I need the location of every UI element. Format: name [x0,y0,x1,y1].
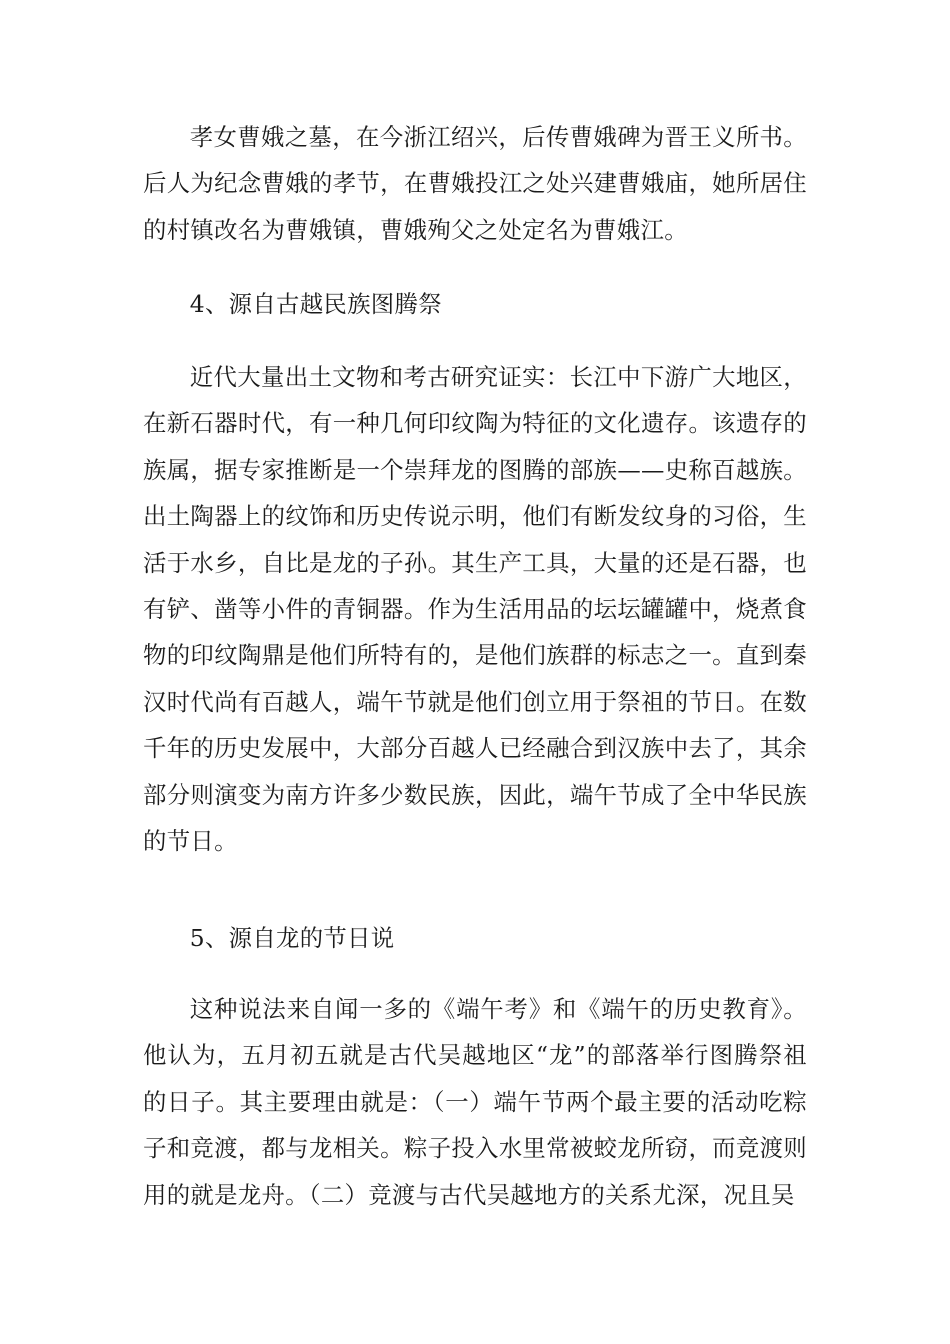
paragraph-dragon-festival: 这种说法来自闻一多的《端午考》和《端午的历史教育》。他认为，五月初五就是古代吴越地区“龙”的部落举行图腾祭祖的日子。其主要理由就是：（一）端午节两个最主要的活动吃粽子和竞渡，都与龙相关。粽子投入水里常被蛟龙所窃，而竞渡则用的就是龙舟。（二）竞渡与古代吴越地方的关系尤深，况且吴 [143,995,807,1209]
section-heading-4: 4、源自古越民族图腾祭 [189,290,442,318]
paragraph-baiyue-totem: 近代大量出土文物和考古研究证实：长江中下游广大地区，在新石器时代，有一种几何印纹陶为特征的文化遗存。该遗存的族属，据专家推断是一个崇拜龙的图腾的部族——史称百越族。出土陶器上的纹饰和历史传说示明，他们有断发纹身的习俗，生活于水乡，自比是龙的子孙。其生产工具，大量的还是石器，也有铲、凿等小件的青铜器。作为生活用品的坛坛罐罐中，烧煮食物的印纹陶鼎是他们所特有的，是他们族群的标志之一。直到秦汉时代尚有百越人，端午节就是他们创立用于祭祖的节日。在数千年的历史发展中，大部分百越人已经融合到汉族中去了，其余部分则演变为南方许多少数民族，因此，端午节成了全中华民族的节日。 [143,363,807,856]
section-heading-5: 5、源自龙的节日说 [189,924,395,952]
paragraph-cao-e-tomb: 孝女曹娥之墓，在今浙江绍兴，后传曹娥碑为晋王义所书。后人为纪念曹娥的孝节，在曹娥投江之处兴建曹娥庙，她所居住的村镇改名为曹娥镇，曹娥殉父之处定名为曹娥江。 [143,123,807,244]
